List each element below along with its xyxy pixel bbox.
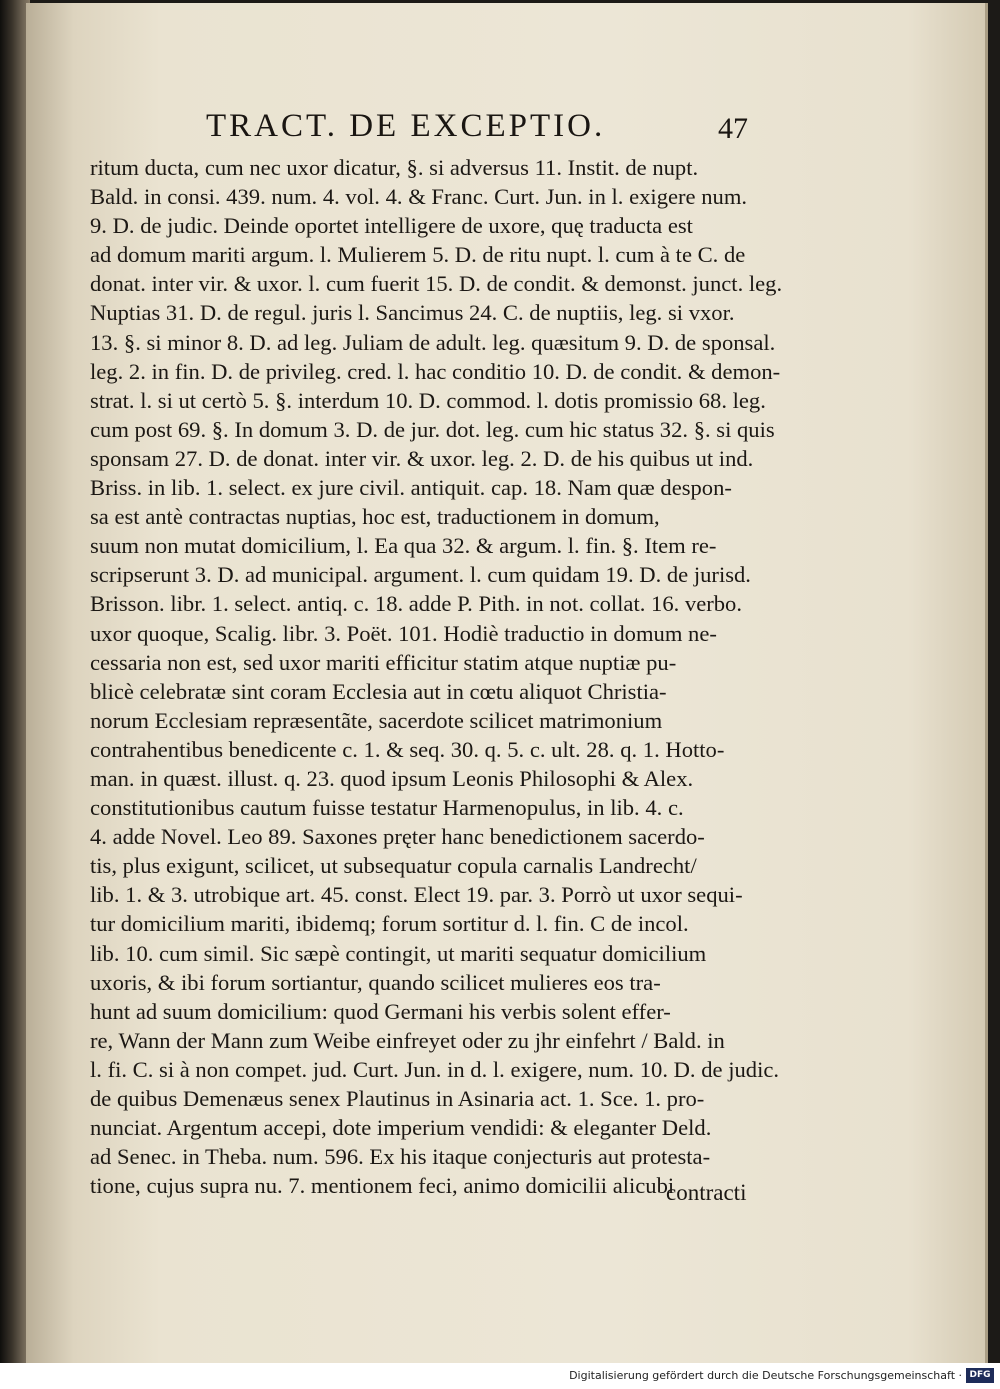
digitization-footer [0, 1363, 1000, 1389]
text-line: suum non mutat domicilium, l. Ea qua 32. & argum. l. fin. §. Item re- [90, 533, 717, 559]
text-line: 4. adde Novel. Leo 89. Saxones pręter hanc benedictionem sacerdo- [90, 824, 705, 850]
text-line: 13. §. si minor 8. D. ad leg. Juliam de adult. leg. quæsitum 9. D. de sponsal. [90, 329, 776, 355]
text-line: sa est antè contractas nuptias, hoc est, traductionem in domum, [90, 504, 660, 530]
text-line: contrahentibus benedicente c. 1. & seq. 30. q. 5. c. ult. 28. q. 1. Hotto- [90, 736, 725, 762]
text-line: tur domicilium mariti, ibidemq; forum sortitur d. l. fin. C de incol. [90, 911, 689, 937]
text-line: scripserunt 3. D. ad municipal. argument. l. cum quidam 19. D. de jurisd. [90, 562, 751, 588]
text-line: hunt ad suum domicilium: quod Germani his verbis solent effer- [90, 998, 671, 1024]
text-line: blicè celebratæ sint coram Ecclesia aut in cœtu aliquot Christia- [90, 678, 667, 704]
text-line: ritum ducta, cum nec uxor dicatur, §. si adversus 11. Instit. de nupt. [90, 155, 699, 180]
text-line: de quibus Demenæus senex Plautinus in Asinaria act. 1. Sce. 1. pro- [90, 1086, 705, 1111]
text-line: leg. 2. in fin. D. de privileg. cred. l. hac conditio 10. D. de condit. & demon- [90, 358, 781, 384]
text-line: tione, cujus supra nu. 7. mentionem feci, animo domicilii alicubi [90, 1173, 675, 1199]
text-line: Nuptias 31. D. de regul. juris l. Sancimus 24. C. de nuptiis, leg. si vxor. [90, 300, 735, 326]
text-line: l. fi. C. si à non compet. jud. Curt. Jun. in d. l. exigere, num. 10. D. de judic. [90, 1056, 780, 1082]
running-head: TRACT. DE EXCEPTIO. [206, 108, 606, 144]
text-line: Brisson. libr. 1. select. antiq. c. 18. adde P. Pith. in not. collat. 16. verbo. [90, 591, 743, 617]
text-line: lib. 1. & 3. utrobique art. 45. const. Elect 19. par. 3. Porrò ut uxor sequi- [90, 882, 743, 908]
text-line: uxor quoque, Scalig. libr. 3. Poët. 101. Hodiè traductio in domum ne- [90, 620, 717, 646]
text-line: lib. 10. cum simil. Sic sæpè contingit, ut mariti sequatur domicilium [90, 940, 707, 966]
book-page [26, 3, 988, 1363]
text-line: norum Ecclesiam repræsentãte, sacerdote scilicet matrimonium [90, 707, 663, 733]
text-line: Briss. in lib. 1. select. ex jure civil. antiquit. cap. 18. Nam quæ despon- [90, 475, 732, 501]
funding-credit: Digitalisierung gefördert durch die Deutsche Forschungsgemeinschaft · [569, 1369, 962, 1382]
text-line: re, Wann der Mann zum Weibe einfreyet oder zu jhr einfehrt / Bald. in [90, 1027, 725, 1053]
text-line: man. in quæst. illust. q. 23. quod ipsum Leonis Philosophi & Alex. [90, 765, 694, 791]
text-line: strat. l. si ut certò 5. §. interdum 10. D. commod. l. dotis promissio 68. leg. [90, 387, 766, 413]
text-line: cum post 69. §. In domum 3. D. de jur. dot. leg. cum hic status 32. §. si quis [90, 416, 775, 442]
text-line: Bald. in consi. 439. num. 4. vol. 4. & Franc. Curt. Jun. in l. exigere num. [90, 184, 748, 210]
text-line: uxoris, & ibi forum sortiantur, quando scilicet mulieres eos tra- [90, 969, 661, 995]
dfg-logo-icon: DFG [966, 1368, 994, 1383]
text-line: cessaria non est, sed uxor mariti efficitur statim atque nuptiæ pu- [90, 649, 677, 675]
text-line: nunciat. Argentum accepi, dote imperium vendidi: & eleganter Deld. [90, 1115, 712, 1141]
catchword: contracti [666, 1180, 747, 1205]
page-number: 47 [718, 112, 748, 145]
text-line: ad domum mariti argum. l. Mulierem 5. D. de ritu nupt. l. cum à te C. de [90, 242, 746, 268]
body-text [90, 153, 796, 1200]
text-line: donat. inter vir. & uxor. l. cum fuerit 15. D. de condit. & demonst. junct. leg. [90, 271, 783, 297]
text-line: constitutionibus cautum fuisse testatur Harmenopulus, in lib. 4. c. [90, 795, 684, 821]
text-line: tis, plus exigunt, scilicet, ut subsequatur copula carnalis Landrecht/ [90, 853, 697, 879]
text-line: ad Senec. in Theba. num. 596. Ex his itaque conjecturis aut protesta- [90, 1144, 711, 1170]
text-line: 9. D. de judic. Deinde oportet intelligere de uxore, quę traducta est [90, 213, 693, 239]
text-line: sponsam 27. D. de donat. inter vir. & uxor. leg. 2. D. de his quibus ut ind. [90, 445, 754, 471]
